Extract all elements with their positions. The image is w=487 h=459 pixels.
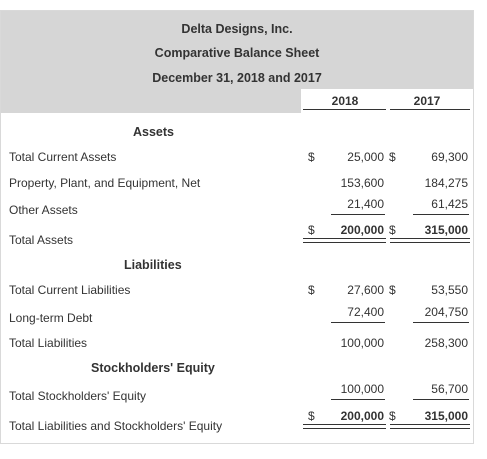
value-2018: 100,000 (340, 382, 384, 396)
value-2018: 100,000 (340, 336, 384, 350)
balance-sheet (0, 10, 474, 444)
value-2017: 61,425 (431, 197, 468, 211)
value-2018: 25,000 (347, 150, 384, 164)
value-2017: 53,550 (431, 283, 468, 297)
statement-date: December 31, 2018 and 2017 (152, 71, 322, 85)
row-label-total-equity: Total Stockholders' Equity (9, 389, 147, 403)
company-name: Delta Designs, Inc. (181, 22, 293, 36)
currency-2018: $ (308, 223, 315, 237)
row-label-ppe: Property, Plant, and Equipment, Net (9, 176, 201, 190)
currency-2017: $ (389, 283, 396, 297)
currency-2018: $ (308, 409, 315, 423)
value-2017: 56,700 (431, 382, 468, 396)
value-2018: 27,600 (347, 283, 384, 297)
currency-2018: $ (308, 150, 315, 164)
section-stockholders-equity: Stockholders' Equity (91, 361, 215, 375)
section-assets: Assets (133, 125, 174, 139)
value-2018: 153,600 (340, 176, 384, 190)
currency-2017: $ (389, 223, 396, 237)
header-band (1, 11, 473, 89)
value-2017: 184,275 (424, 176, 468, 190)
currency-2017: $ (389, 409, 396, 423)
row-label-long-term-debt: Long-term Debt (9, 311, 93, 325)
row-label-total-assets: Total Assets (9, 233, 74, 247)
value-2018: 72,400 (347, 305, 384, 319)
double-underline-2018 (303, 424, 386, 429)
value-2018: 200,000 (340, 223, 384, 237)
subtotal-line-2017 (413, 322, 469, 323)
value-2017: 315,000 (424, 409, 468, 423)
value-2017: 204,750 (424, 305, 468, 319)
double-underline-2018 (303, 238, 386, 243)
value-2017: 315,000 (424, 223, 468, 237)
double-underline-2017 (390, 238, 470, 243)
value-2018: 200,000 (340, 409, 384, 423)
row-label-current-liabilities: Total Current Liabilities (9, 283, 131, 297)
subtotal-line-2018 (331, 399, 385, 400)
column-2017-underline (390, 109, 470, 110)
subtotal-line-2018 (331, 322, 385, 323)
subtotal-line-2017 (413, 214, 469, 215)
row-label-other-assets: Other Assets (9, 203, 78, 217)
column-2018-underline (303, 109, 386, 110)
currency-2017: $ (389, 150, 396, 164)
subtotal-line-2017 (413, 399, 469, 400)
value-2017: 258,300 (424, 336, 468, 350)
subtotal-line-2018 (331, 214, 385, 215)
value-2018: 21,400 (347, 197, 384, 211)
double-underline-2017 (390, 424, 470, 429)
row-label-total-liabilities: Total Liabilities (9, 336, 88, 350)
currency-2018: $ (308, 283, 315, 297)
column-2018: 2018 (331, 94, 359, 108)
section-liabilities: Liabilities (124, 258, 182, 272)
statement-title: Comparative Balance Sheet (154, 46, 320, 60)
value-2017: 69,300 (431, 150, 468, 164)
row-label-current-assets: Total Current Assets (9, 150, 117, 164)
row-label-total-liabilities-equity: Total Liabilities and Stockholders' Equity (9, 419, 223, 433)
column-2017: 2017 (413, 94, 441, 108)
